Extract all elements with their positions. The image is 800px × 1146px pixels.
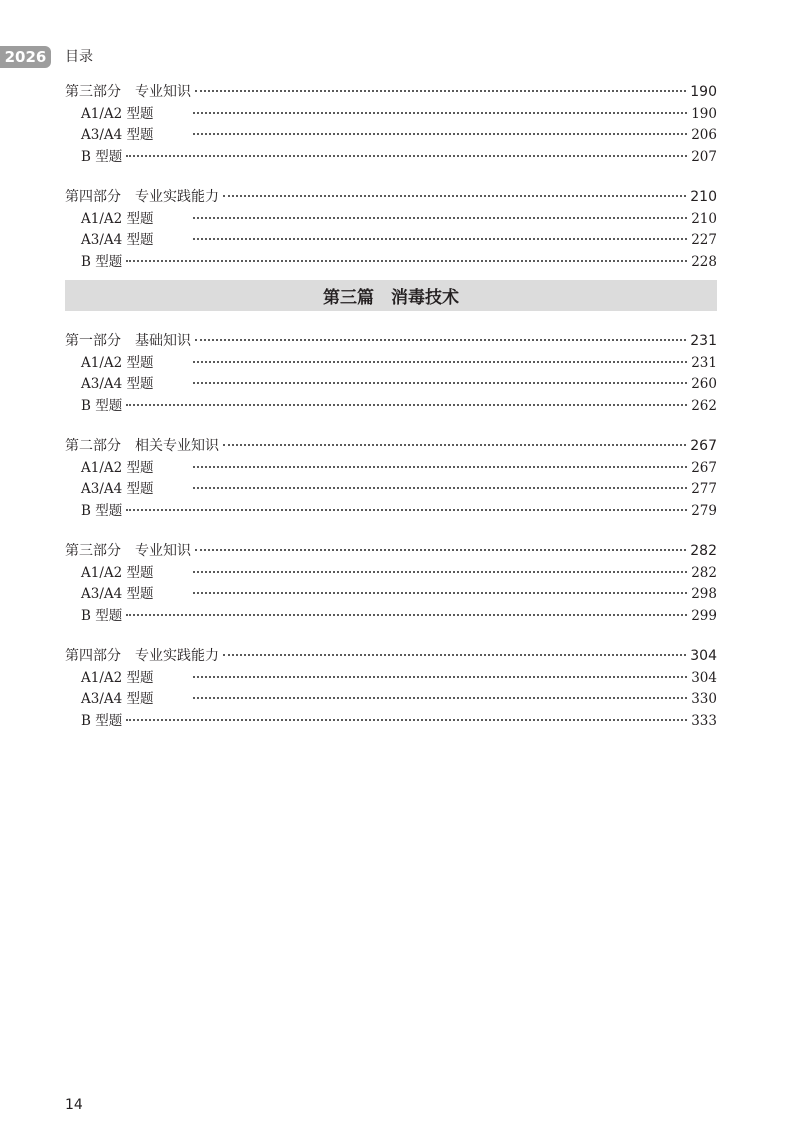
toc-item-entry[interactable] xyxy=(65,458,717,480)
toc-page-number: 206 xyxy=(691,127,717,143)
page-number: 14 xyxy=(65,1097,83,1113)
toc-part-label: 第二部分 相关专业知识 xyxy=(65,438,219,454)
toc-item-entry[interactable] xyxy=(65,584,717,606)
toc-item-entry[interactable] xyxy=(65,353,717,375)
toc-page-number: 190 xyxy=(690,84,717,100)
toc-group xyxy=(65,331,717,417)
toc-group xyxy=(65,82,717,168)
toc-item-label: B 型题 xyxy=(81,607,123,624)
dot-leader xyxy=(193,465,687,468)
toc-page-number: 304 xyxy=(691,669,717,686)
dot-leader xyxy=(195,338,686,341)
toc-item-label: B 型题 xyxy=(81,148,123,165)
toc-item-label: A3/A4 型题 xyxy=(81,127,154,143)
dot-leader xyxy=(193,132,687,135)
dot-leader xyxy=(193,591,687,594)
toc-item-entry[interactable] xyxy=(65,668,717,690)
toc-group xyxy=(65,646,717,732)
toc-item-entry[interactable] xyxy=(65,563,717,585)
section-heading[interactable]: 第三篇 消毒技术 xyxy=(65,280,717,311)
toc-group xyxy=(65,436,717,522)
toc-item-label: A3/A4 型题 xyxy=(81,232,154,248)
toc-part-entry[interactable] xyxy=(65,436,717,458)
dot-leader xyxy=(193,216,687,219)
toc-item-entry[interactable] xyxy=(65,396,717,418)
toc-page-number: 228 xyxy=(691,253,717,270)
dot-leader xyxy=(223,653,686,656)
toc-part-entry[interactable] xyxy=(65,541,717,563)
toc-part-label: 第四部分 专业实践能力 xyxy=(65,648,219,664)
toc-item-entry[interactable] xyxy=(65,374,717,396)
toc-part-entry[interactable] xyxy=(65,646,717,668)
dot-leader xyxy=(126,403,687,406)
toc-item-label: B 型题 xyxy=(81,712,123,729)
toc-page-number: 282 xyxy=(690,543,717,559)
year-badge: 2026 xyxy=(0,46,51,68)
toc-part-entry[interactable] xyxy=(65,331,717,353)
dot-leader xyxy=(193,675,687,678)
toc-item-label: A1/A2 型题 xyxy=(81,669,154,686)
toc-item-entry[interactable] xyxy=(65,711,717,733)
toc-item-label: A1/A2 型题 xyxy=(81,354,154,371)
dot-leader xyxy=(126,154,687,157)
toc-item-entry[interactable] xyxy=(65,501,717,523)
toc-page-number: 231 xyxy=(691,354,717,371)
dot-leader xyxy=(223,194,686,197)
toc-item-label: A1/A2 型题 xyxy=(81,564,154,581)
toc-page-number: 231 xyxy=(690,333,717,349)
table-of-contents xyxy=(65,82,717,751)
toc-page-number: 207 xyxy=(691,148,717,165)
dot-leader xyxy=(193,570,687,573)
toc-item-label: A1/A2 型题 xyxy=(81,105,154,122)
toc-page-number: 279 xyxy=(691,502,717,519)
dot-leader xyxy=(126,508,687,511)
toc-page-number: 330 xyxy=(691,691,717,707)
toc-item-label: A3/A4 型题 xyxy=(81,481,154,497)
toc-item-entry[interactable] xyxy=(65,147,717,169)
dot-leader xyxy=(195,89,686,92)
toc-part-entry[interactable] xyxy=(65,82,717,104)
toc-part-entry[interactable] xyxy=(65,187,717,209)
toc-page-number: 282 xyxy=(691,564,717,581)
dot-leader xyxy=(193,237,687,240)
toc-part-label: 第一部分 基础知识 xyxy=(65,333,191,349)
dot-leader xyxy=(195,548,686,551)
dot-leader xyxy=(193,696,687,699)
dot-leader xyxy=(126,613,687,616)
dot-leader xyxy=(126,718,687,721)
toc-page-number: 210 xyxy=(690,189,717,205)
toc-item-entry[interactable] xyxy=(65,209,717,231)
dot-leader xyxy=(193,381,687,384)
toc-page-number: 298 xyxy=(691,586,717,602)
toc-page-number: 299 xyxy=(691,607,717,624)
dot-leader xyxy=(193,360,687,363)
toc-group xyxy=(65,541,717,627)
toc-item-label: B 型题 xyxy=(81,397,123,414)
toc-item-entry[interactable] xyxy=(65,479,717,501)
dot-leader xyxy=(193,486,687,489)
dot-leader xyxy=(193,111,687,114)
toc-item-entry[interactable] xyxy=(65,230,717,252)
toc-page-number: 267 xyxy=(691,459,717,476)
toc-item-entry[interactable] xyxy=(65,252,717,274)
toc-page-number: 262 xyxy=(691,397,717,414)
toc-item-entry[interactable] xyxy=(65,104,717,126)
toc-item-label: A1/A2 型题 xyxy=(81,459,154,476)
toc-item-entry[interactable] xyxy=(65,606,717,628)
toc-page-number: 333 xyxy=(691,712,717,729)
toc-page-number: 260 xyxy=(691,376,717,392)
toc-group xyxy=(65,187,717,273)
toc-page-number: 210 xyxy=(691,210,717,227)
toc-page-number: 267 xyxy=(690,438,717,454)
toc-item-label: A3/A4 型题 xyxy=(81,376,154,392)
toc-page-number: 277 xyxy=(691,481,717,497)
toc-page-number: 304 xyxy=(690,648,717,664)
toc-page-number: 227 xyxy=(691,232,717,248)
toc-part-label: 第三部分 专业知识 xyxy=(65,543,191,559)
toc-part-label: 第四部分 专业实践能力 xyxy=(65,189,219,205)
toc-item-label: A1/A2 型题 xyxy=(81,210,154,227)
toc-item-label: B 型题 xyxy=(81,502,123,519)
toc-item-label: B 型题 xyxy=(81,253,123,270)
toc-part-label: 第三部分 专业知识 xyxy=(65,84,191,100)
toc-page-number: 190 xyxy=(691,105,717,122)
toc-item-entry[interactable] xyxy=(65,125,717,147)
toc-item-label: A3/A4 型题 xyxy=(81,691,154,707)
dot-leader xyxy=(223,443,686,446)
running-header-title: 目录 xyxy=(65,49,93,65)
toc-item-label: A3/A4 型题 xyxy=(81,586,154,602)
dot-leader xyxy=(126,259,687,262)
toc-item-entry[interactable] xyxy=(65,689,717,711)
